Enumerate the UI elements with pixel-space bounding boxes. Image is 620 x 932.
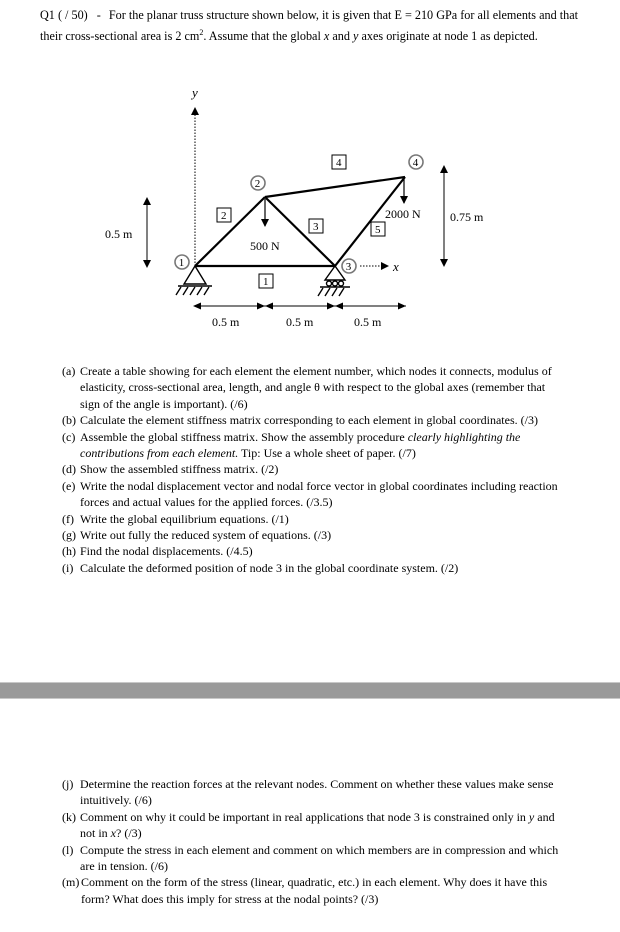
element-labels	[217, 155, 385, 288]
element-label-1: 1	[263, 276, 269, 288]
dim-left-label: 0.5 m	[105, 227, 133, 241]
pin-support-node-1	[176, 266, 212, 295]
question-b: (b) Calculate the element stiffness matrix corresponding to each element in global coordinates. (/3)	[62, 413, 538, 428]
problem-statement: Q1 ( / 50) - For the planar truss structure shown below, it is given that E = 210 GPa for all elements and that their cross-sectional area is 2 $cm^2$. Assume that the global x and y axes originate at node 1 as depicted.	[40, 8, 579, 44]
question-e: (e) Write the nodal displacement vector and nodal force vector in global coordinates including reaction forces and actual values for the applied forces. (/3.5)	[62, 478, 558, 510]
question-f: (f) Write the global equilibrium equations. (/1)	[62, 511, 289, 526]
y-axis-label: y	[192, 85, 198, 100]
load-label-node-4: 2000 N	[385, 207, 421, 221]
dim-bottom-label-3: 0.5 m	[354, 315, 382, 329]
question-list-part-2	[62, 776, 562, 907]
load-label-node-2: 500 N	[250, 239, 280, 253]
member-3	[265, 197, 335, 266]
question-i: (i) Calculate the deformed position of node 3 in the global coordinate system. (/2)	[62, 560, 459, 575]
x-axis-label: x	[393, 259, 399, 274]
member-5	[335, 177, 405, 266]
question-label: Q1 ( / 50)	[40, 8, 88, 22]
question-g: (g) Write out fully the reduced system of equations. (/3)	[62, 528, 332, 543]
question-h: (h) Find the nodal displacements. (/4.5)	[62, 544, 253, 559]
problem-text: For the planar truss structure shown below, it is given that E = 210 GPa for all elements and that their cross-sectional area is 2 $cm^2$. Assume that the global x and y axes originate at node 1 as depicted.	[40, 8, 579, 44]
node-label-2: 2	[254, 178, 261, 190]
dim-bottom-label-1: 0.5 m	[212, 315, 240, 329]
question-j: (j) Determine the reaction forces at the relevant nodes. Comment on whether these values make sense intuitively. (/6)	[62, 777, 554, 808]
question-list-part-1	[62, 363, 562, 576]
element-label-3: 3	[313, 221, 319, 233]
node-label-4: 4	[412, 157, 419, 169]
question-c: (c) Assemble the global stiffness matrix. Show the assembly procedure clearly highlighting the contributions from each element. Tip: Use a whole sheet of paper. (/7)	[62, 429, 521, 461]
member-2	[195, 197, 265, 266]
node-label-3: 3	[345, 261, 352, 273]
truss-diagram	[0, 82, 620, 342]
question-m: (m) Comment on the form of the stress (linear, quadratic, etc.) in each element. Why does it have this form? What does this imply for stress at the nodal points? (/3)	[62, 875, 548, 906]
dim-right-label: 0.75 m	[450, 210, 484, 224]
element-label-2: 2	[221, 210, 227, 222]
member-4	[265, 177, 405, 197]
element-label-4: 4	[336, 157, 342, 169]
node-label-1: 1	[178, 257, 185, 269]
page-separator	[0, 682, 620, 699]
question-a: (a) Create a table showing for each element the element number, which nodes it connects, modulus of elasticity, cross-sectional area, length, and angle θ with respect to the global axes (remember that sign of the angle is important). (/6)	[62, 364, 552, 411]
question-d: (d) Show the assembled stiffness matrix. (/2)	[62, 462, 279, 477]
dim-bottom-label-2: 0.5 m	[286, 315, 314, 329]
question-k: (k) Comment on why it could be important in real applications that node 3 is constrained only in y and not in x? (/3)	[62, 809, 555, 841]
element-label-5: 5	[375, 224, 381, 236]
question-l: (l) Compute the stress in each element and comment on which members are in compression and which are in tension. (/6)	[62, 842, 559, 874]
